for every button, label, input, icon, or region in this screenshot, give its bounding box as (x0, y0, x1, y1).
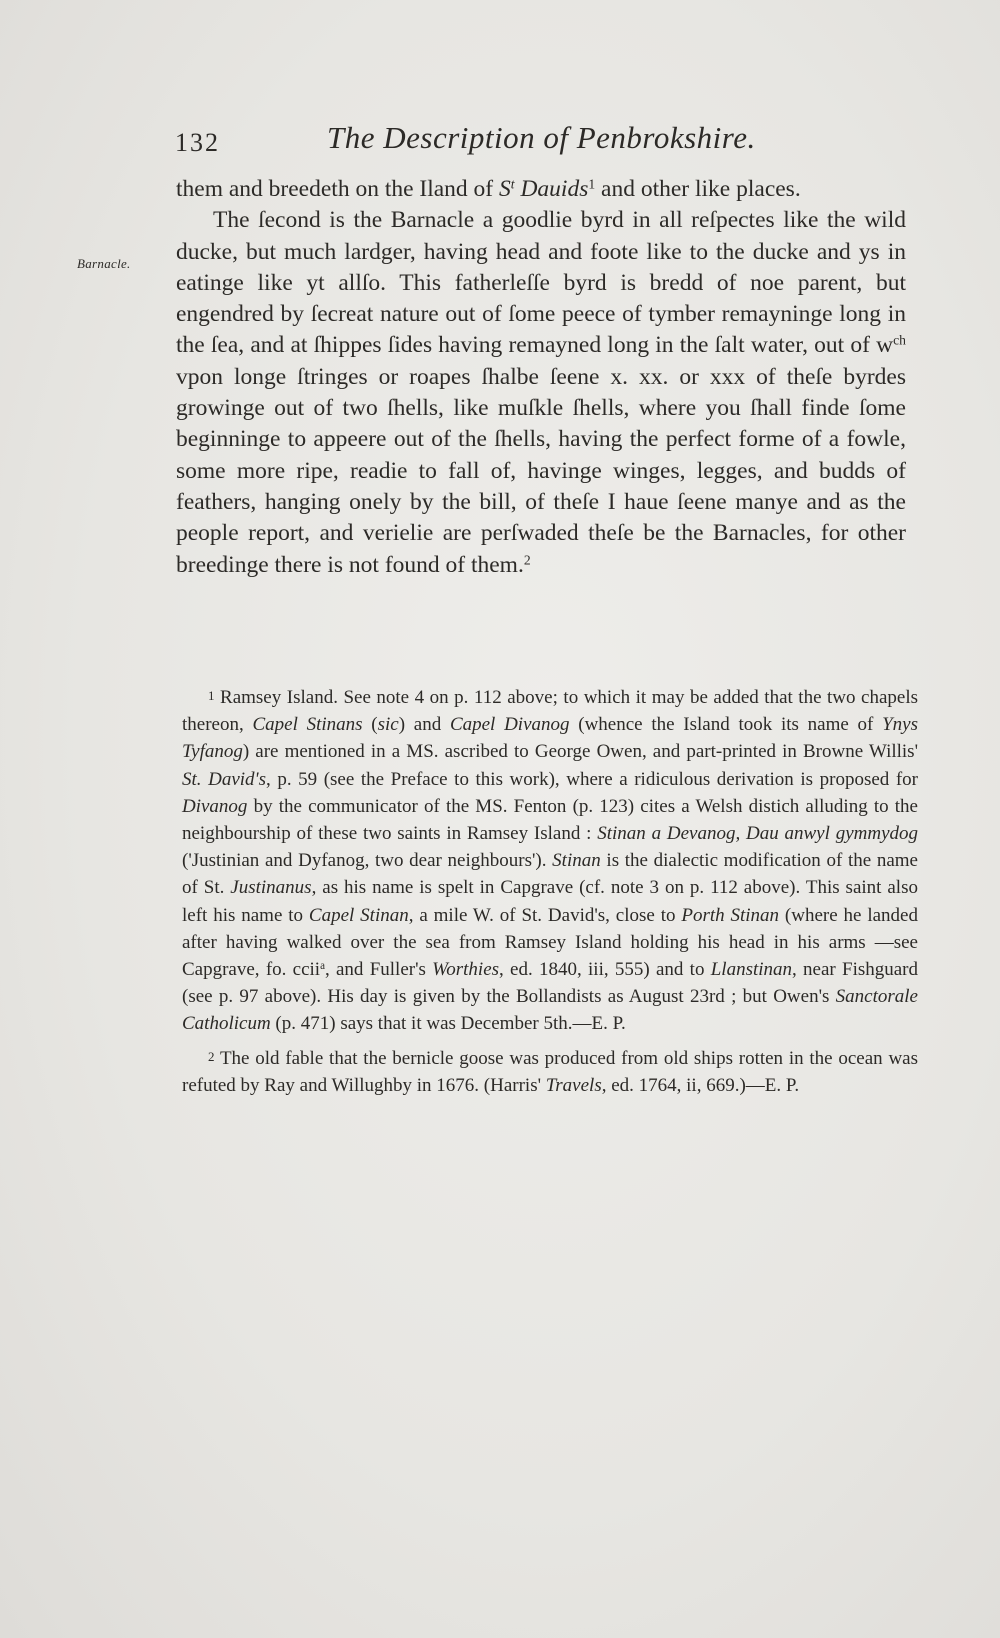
footnote-2: 2 The old fable that the bernicle goose was produced from old ships rotten in the ocean was refuted by Ray and Willughby in 1676. (Harris' Travels, ed. 1764, ii, 669.)—E. P. (182, 1047, 918, 1096)
barnacle-paragraph: The ſecond is the Barnacle a goodlie byrd in all reſpectes like the wild ducke, but much lardger, having head and foote like to the ducke and ys in eatinge like yt allſo. This fatherleſſe byrd is bredd of noe parent, but engendred by ſecreat nature out of ſome peece of tymber remayninge long in the ſea, and at ſhippes ſides having remayned long in the ſalt water, out of $w^{ch}$ vpon longe ſtringes or roapes ſhalbe ſeene x. xx. or xxx of theſe byrdes growinge out of two ſhells, like muſkle ſhells, where you ſhall finde ſome beginninge to appeere out of the ſhells, having the perfect forme of a fowle, some more ripe, readie to fall of, havinge winges, legges, and budds of feathers, hanging onely by the bill, of theſe I haue ſeene manye and as the people report, and verielie are perſwaded theſe be the Barnacles, for other breedinge there is not found of them.$^2$ (176, 207, 906, 578)
continuation-paragraph: them and breedeth on the Iland of $S^t$ Dauids$^1$ and other like places. (176, 176, 801, 202)
footnote-ref-2: 2 (523, 552, 531, 568)
st-dauids: $S^t$ Dauids (499, 176, 589, 202)
footnotes (182, 682, 918, 1104)
main-text (176, 174, 906, 581)
footnote-1: 1 Ramsey Island. See note 4 on p. 112 above; to which it may be added that the two chapels thereon, Capel Stinans (sic) and Capel Divanog (whence the Island took its name of Ynys Tyfanog) are mentioned in a MS. ascribed to George Owen, and part-printed in Browne Willis' St. David's, p. 59 (see the Preface to this work), where a ridiculous derivation is proposed for Divanog by the communicator of the MS. Fenton (p. 123) cites a Welsh distich alluding to the neighbourship of these two saints in Ramsey Island : Stinan a Devanog, Dau anwyl gymmydog ('Justinian and Dyfanog, two dear neighbours'). Stinan is the dialectic modification of the name of St. Justinanus, as his name is spelt in Capgrave (cf. note 3 on p. 112 above). This saint also left his name to Capel Stinan, a mile W. of St. David's, close to Porth Stinan (where he landed after having walked over the sea from Ramsey Island holding his head in his arms —see Capgrave, fo. ccii$^a$, and Fuller's Worthies, ed. 1840, iii, 555) and to Llanstinan, near Fishguard (see p. 97 above). His day is given by the Bollandists as August 23rd ; but Owen's Sanctorale Catholicum (p. 471) says that it was December 5th.—E. P. (182, 687, 919, 1035)
running-title: The Description of Penbrokshire. (327, 120, 756, 155)
page-number: 132 (175, 128, 220, 157)
footnote-ref-1: 1 (588, 176, 596, 192)
page-header (175, 120, 915, 168)
margin-note-barnacle: Barnacle. (77, 256, 131, 271)
